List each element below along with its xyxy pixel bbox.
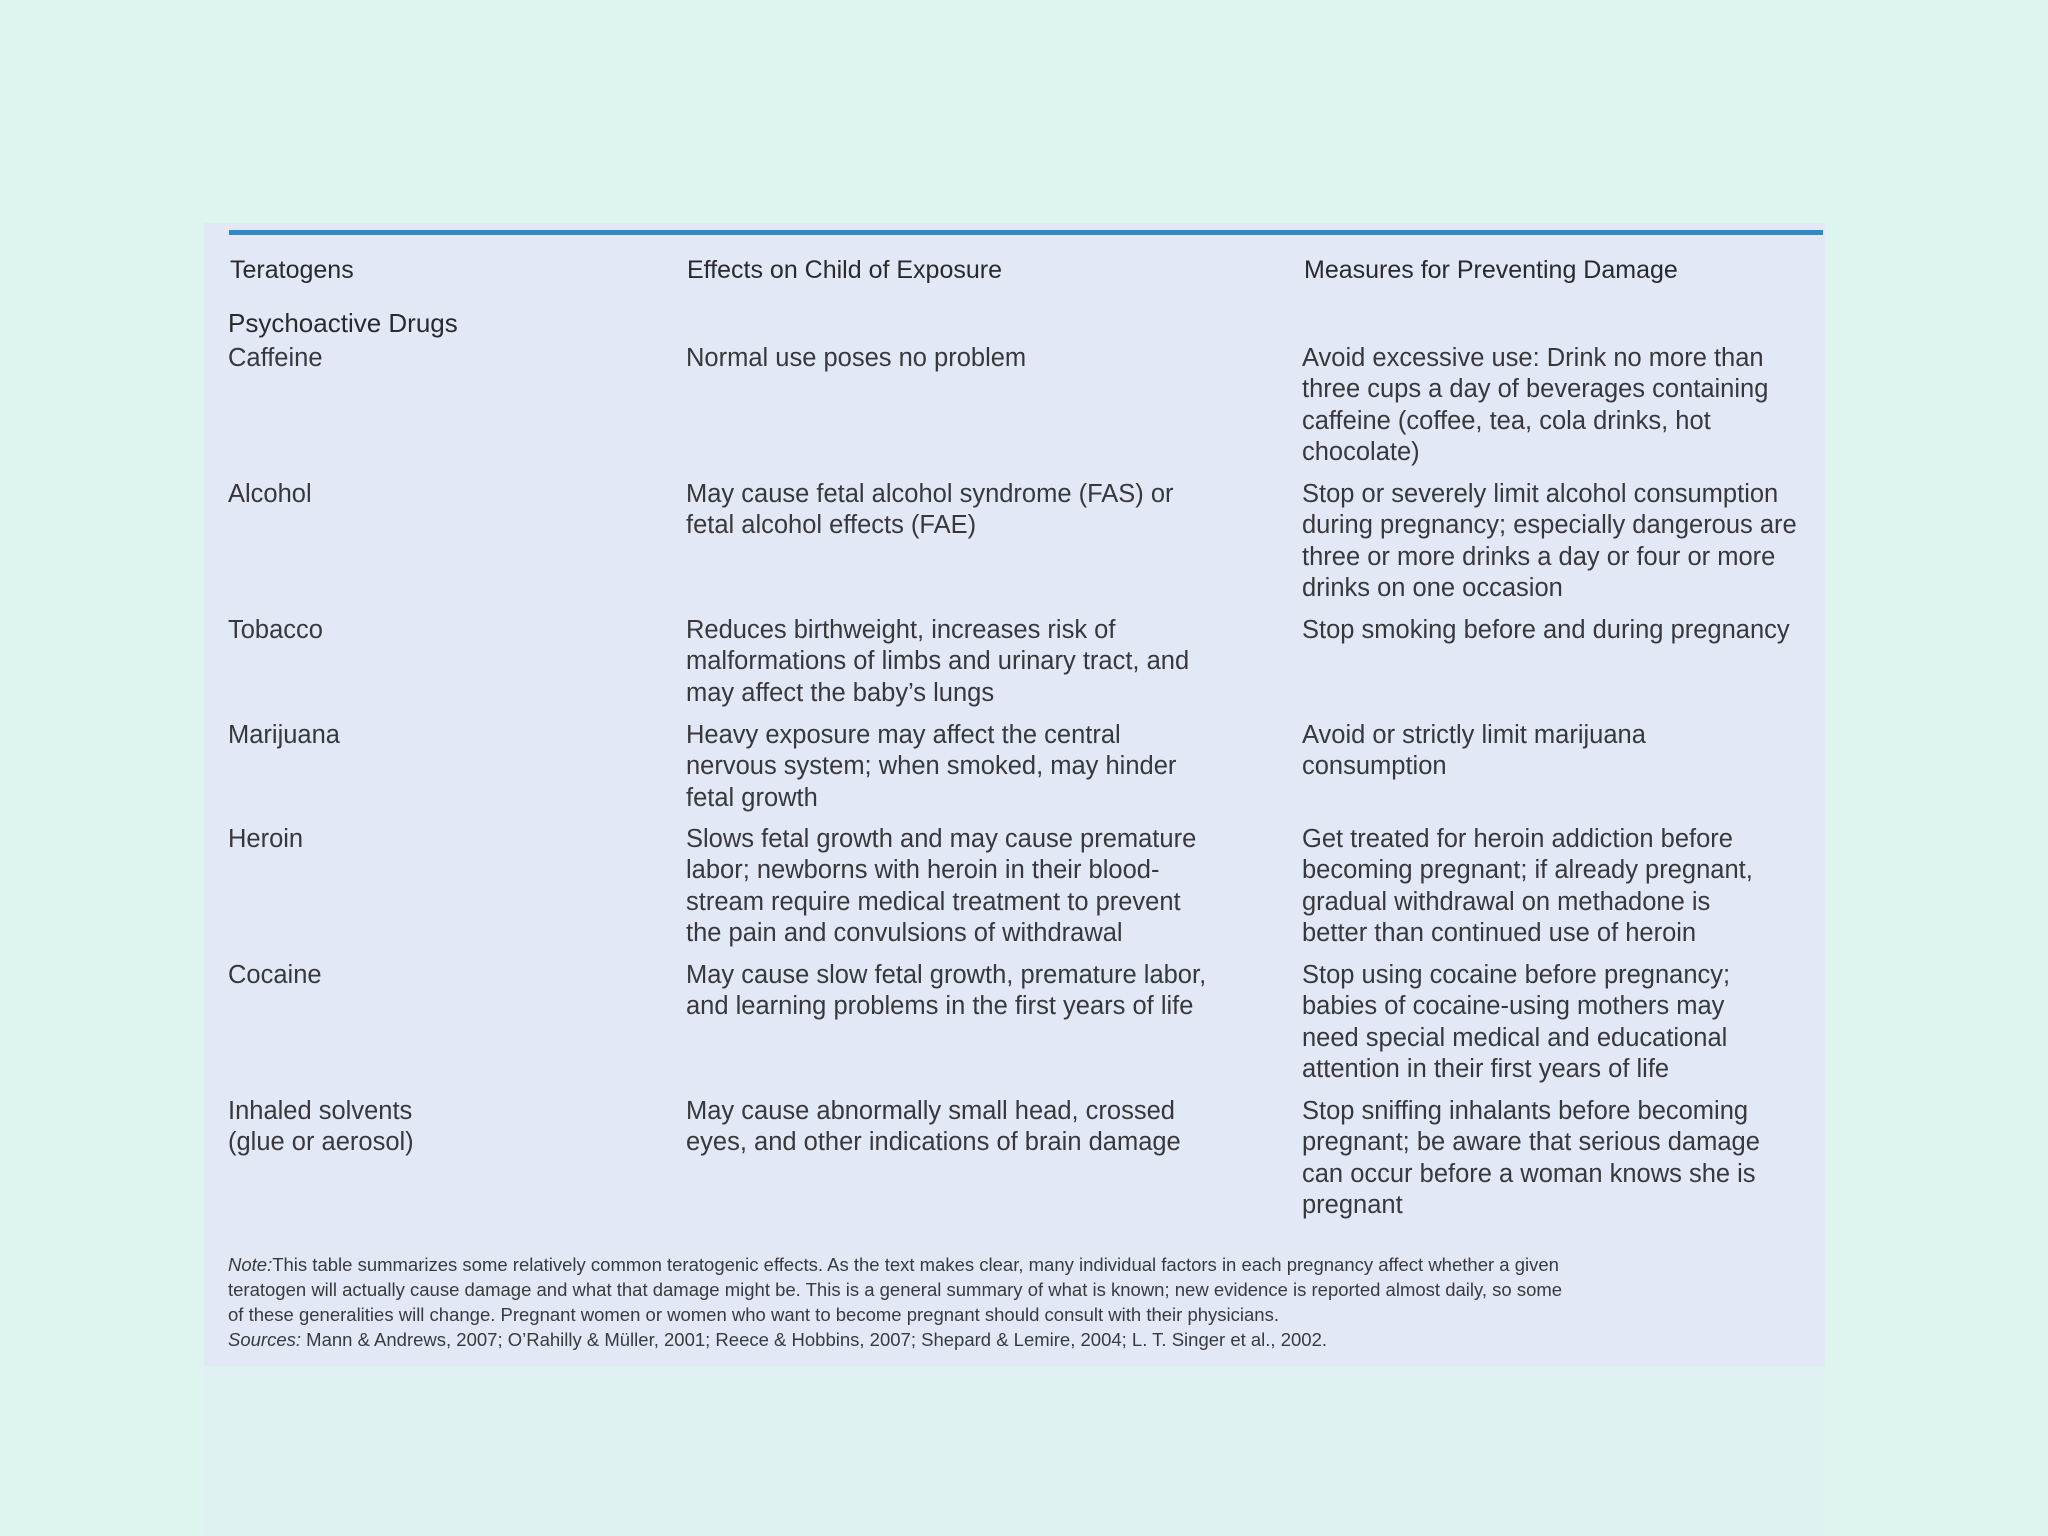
teratogen-cell-line: Caffeine <box>228 344 323 372</box>
effects-cell-line: stream require medical treatment to prevent <box>686 887 1181 916</box>
teratogen-cell <box>228 343 648 374</box>
effects-cell-line: fetal alcohol effects (FAE) <box>686 511 977 540</box>
effects-cell <box>686 1096 1246 1159</box>
measures-cell <box>1302 720 1822 783</box>
measures-cell-line: pregnant <box>1302 1190 1403 1219</box>
measures-cell <box>1302 615 1822 646</box>
sources-label: Sources: <box>228 1329 302 1350</box>
section-title: Psychoactive Drugs <box>228 308 458 338</box>
measures-cell-line: Stop sniffing inhalants before becoming <box>1302 1097 1749 1125</box>
measures-cell-line: three cups a day of beverages containing <box>1302 375 1769 404</box>
table-footnote <box>228 1252 1728 1352</box>
measures-cell <box>1302 824 1822 949</box>
measures-cell-line: becoming pregnant; if already pregnant, <box>1302 856 1753 885</box>
measures-cell <box>1302 343 1822 468</box>
effects-cell-line: May cause slow fetal growth, premature labor, <box>686 961 1207 989</box>
measures-cell-line: Avoid excessive use: Drink no more than <box>1302 344 1764 372</box>
measures-cell-line: caffeine (coffee, tea, cola drinks, hot <box>1302 406 1711 435</box>
teratogen-cell <box>228 1096 648 1159</box>
note-text-1: This table summarizes some relatively common teratogenic effects. As the text makes clear, many individual factors in each pregnancy affect whether a given <box>272 1254 1559 1275</box>
measures-cell-line: Stop smoking before and during pregnancy <box>1302 616 1790 644</box>
teratogen-cell-line: (glue or aerosol) <box>228 1128 414 1157</box>
effects-cell <box>686 960 1246 1023</box>
header-rule <box>229 230 1823 235</box>
teratogen-cell <box>228 615 648 646</box>
measures-cell-line: consumption <box>1302 752 1447 781</box>
effects-cell-line: malformations of limbs and urinary tract, and <box>686 647 1190 676</box>
effects-cell <box>686 615 1246 709</box>
teratogen-cell <box>228 824 648 855</box>
measures-cell-line: attention in their first years of life <box>1302 1054 1670 1083</box>
effects-cell-line: may affect the baby’s lungs <box>686 678 995 707</box>
measures-cell-line: need special medical and educational <box>1302 1023 1728 1052</box>
effects-cell-line: fetal growth <box>686 783 818 812</box>
effects-cell-line: and learning problems in the first years of life <box>686 992 1194 1021</box>
teratogen-cell-line: Alcohol <box>228 480 312 508</box>
note-line-3: of these generalities will change. Pregnant women or women who want to become pregnant should consult with their physicians. <box>228 1304 1279 1325</box>
header-teratogens: Teratogens <box>230 256 354 284</box>
effects-cell-line: nervous system; when smoked, may hinder <box>686 752 1177 781</box>
measures-cell-line: Stop or severely limit alcohol consumption <box>1302 480 1779 508</box>
header-effects: Effects on Child of Exposure <box>687 256 1002 284</box>
effects-cell-line: the pain and convulsions of withdrawal <box>686 918 1123 947</box>
measures-cell-line: Get treated for heroin addiction before <box>1302 825 1733 853</box>
header-measures: Measures for Preventing Damage <box>1304 256 1678 284</box>
measures-cell-line: babies of cocaine-using mothers may <box>1302 992 1725 1021</box>
teratogen-cell-line: Tobacco <box>228 616 323 644</box>
measures-cell-line: can occur before a woman knows she is <box>1302 1159 1756 1188</box>
effects-cell-line: eyes, and other indications of brain damage <box>686 1128 1181 1157</box>
effects-cell-line: May cause abnormally small head, crossed <box>686 1097 1175 1125</box>
effects-cell <box>686 720 1246 814</box>
measures-cell-line: Stop using cocaine before pregnancy; <box>1302 961 1731 989</box>
sources-line <box>228 1327 1728 1352</box>
note-line-1 <box>228 1252 1728 1277</box>
teratogen-cell <box>228 479 648 510</box>
measures-cell-line: chocolate) <box>1302 437 1420 466</box>
measures-cell-line: during pregnancy; especially dangerous are <box>1302 511 1797 540</box>
note-label: Note: <box>228 1254 273 1275</box>
teratogen-cell-line: Inhaled solvents <box>228 1097 413 1125</box>
measures-cell <box>1302 479 1822 604</box>
teratogen-cell-line: Heroin <box>228 825 304 853</box>
measures-cell-line: pregnant; be aware that serious damage <box>1302 1128 1760 1157</box>
effects-cell-line: Normal use poses no problem <box>686 344 1027 372</box>
panel-bottom-fade <box>204 1366 1825 1536</box>
measures-cell-line: three or more drinks a day or four or more <box>1302 542 1776 571</box>
measures-cell-line: Avoid or strictly limit marijuana <box>1302 721 1646 749</box>
teratogen-cell <box>228 720 648 751</box>
effects-cell-line: Reduces birthweight, increases risk of <box>686 616 1116 644</box>
sources-text: Mann & Andrews, 2007; O’Rahilly & Müller, 2001; Reece & Hobbins, 2007; Shepard & Lemire, 2004; L. T. Singer et al., 2002. <box>306 1329 1327 1350</box>
note-line-2: teratogen will actually cause damage and what that damage might be. This is a general summary of what is known; new evidence is reported almost daily, so some <box>228 1279 1563 1300</box>
effects-cell <box>686 824 1246 949</box>
measures-cell-line: better than continued use of heroin <box>1302 918 1697 947</box>
effects-cell-line: labor; newborns with heroin in their blood- <box>686 856 1160 885</box>
effects-cell-line: Heavy exposure may affect the central <box>686 721 1121 749</box>
measures-cell-line: drinks on one occasion <box>1302 573 1563 602</box>
measures-cell <box>1302 960 1822 1085</box>
teratogen-cell-line: Cocaine <box>228 961 322 989</box>
measures-cell-line: gradual withdrawal on methadone is <box>1302 887 1711 916</box>
effects-cell-line: May cause fetal alcohol syndrome (FAS) or <box>686 480 1174 508</box>
effects-cell-line: Slows fetal growth and may cause premature <box>686 825 1197 853</box>
teratogen-cell <box>228 960 648 991</box>
teratogen-cell-line: Marijuana <box>228 721 340 749</box>
effects-cell <box>686 479 1246 542</box>
measures-cell <box>1302 1096 1822 1221</box>
effects-cell <box>686 343 1246 374</box>
